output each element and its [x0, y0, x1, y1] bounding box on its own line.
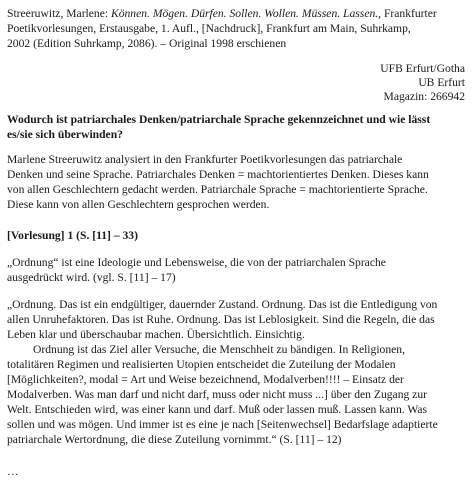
citation-line-1: [7, 6, 468, 21]
quotation-line-7: Modalverben. Was man darf und nicht darf, muss oder nicht muss ...] über den Zugang zur: [7, 388, 427, 401]
ellipsis-text: …: [7, 465, 19, 478]
citation-line-3: 2002 (Edition Suhrkamp, 2086). – Original 1998 erschienen: [7, 37, 287, 50]
definition-line-1: „Ordnung“ ist eine Ideologie und Lebensweise, die von der patriarchalen Sprache: [7, 256, 386, 269]
ordnung-quotation: [7, 297, 468, 447]
library-branch: UB Erfurt: [418, 76, 465, 89]
question-line-2: es/sie sich überwinden?: [7, 128, 123, 141]
ordnung-definition: [7, 255, 468, 285]
quotation-line-10: patriarchale Wertordnung, die diese Zuteilung vornimmt.“ (S. [11] – 12): [7, 433, 342, 446]
quotation-line-4-text: Ordnung ist das Ziel aller Versuche, die Menschheit zu bändigen. In Religionen,: [33, 343, 405, 356]
lecture-heading-text: [Vorlesung] 1 (S. [11] – 33): [7, 229, 138, 242]
research-question: [7, 112, 468, 142]
summary-paragraph: [7, 152, 468, 212]
quotation-line-4: [7, 342, 468, 357]
library-shelfmark: Magazin: 266942: [383, 90, 465, 103]
lecture-heading: [7, 228, 468, 243]
library-name: UFB Erfurt/Gotha: [380, 62, 465, 75]
quotation-line-3: Leben klar und überschaubar machen. Übersichtlich. Einsichtig.: [7, 328, 305, 341]
citation-line-2: Poetikvorlesungen, Erstausgabe, 1. Aufl., [Nachdruck], Frankfurt am Main, Suhrkamp,: [7, 22, 411, 35]
quotation-line-1: „Ordnung. Das ist ein endgültiger, dauernder Zustand. Ordnung. Das ist die Entledigung von: [7, 298, 438, 311]
quotation-line-8: Welt. Entschieden wird, was einer kann und darf. Muß oder lassen muß. Lassen kann. Was: [7, 403, 428, 416]
summary-line-3: von allen Geschlechtern gedacht werden. Patriarchale Sprache = machtorientierte Sprache.: [7, 183, 428, 196]
citation-title: Können. Mögen. Dürfen. Sollen. Wollen. Müssen. Lassen.: [110, 7, 379, 20]
library-location: [7, 62, 468, 104]
summary-line-1: Marlene Streeruwitz analysiert in den Frankfurter Poetikvorlesungen das patriarchale: [7, 153, 403, 166]
citation-publisher: , Frankfurter: [378, 7, 437, 20]
quotation-line-5: totalitären Regimen und realisierten Utopien entscheidet die Zuteilung der Modalen: [7, 358, 396, 371]
citation-author: Streeruwitz, Marlene:: [7, 7, 111, 20]
bibliographic-citation: [7, 6, 468, 51]
summary-line-4: Diese kann von allen Geschlechtern gesprochen werden.: [7, 198, 270, 211]
continuation-ellipsis: [7, 464, 468, 479]
quotation-line-2: allen Unruhefaktoren. Das ist Ruhe. Ordnung. Das ist Leblosigkeit. Sind die Regeln, die das: [7, 313, 435, 326]
quotation-line-9: sollen und was mögen. Und immer ist es eine je nach [Seitenwechsel] Bedarfslage adaptierte: [7, 418, 438, 431]
question-line-1: Wodurch ist patriarchales Denken/patriarchale Sprache gekennzeichnet und wie lässt: [7, 113, 431, 126]
definition-line-2: ausgedrückt wird. (vgl. S. [11] – 17): [7, 271, 176, 284]
summary-line-2: Denken und seine Sprache. Patriarchales Denken = machtorientiertes Denken. Dieses kann: [7, 168, 429, 181]
quotation-line-6: [Möglichkeiten?, modal = Art und Weise bezeichnend, Modalverben!!!! – Einsatz der: [7, 373, 404, 386]
